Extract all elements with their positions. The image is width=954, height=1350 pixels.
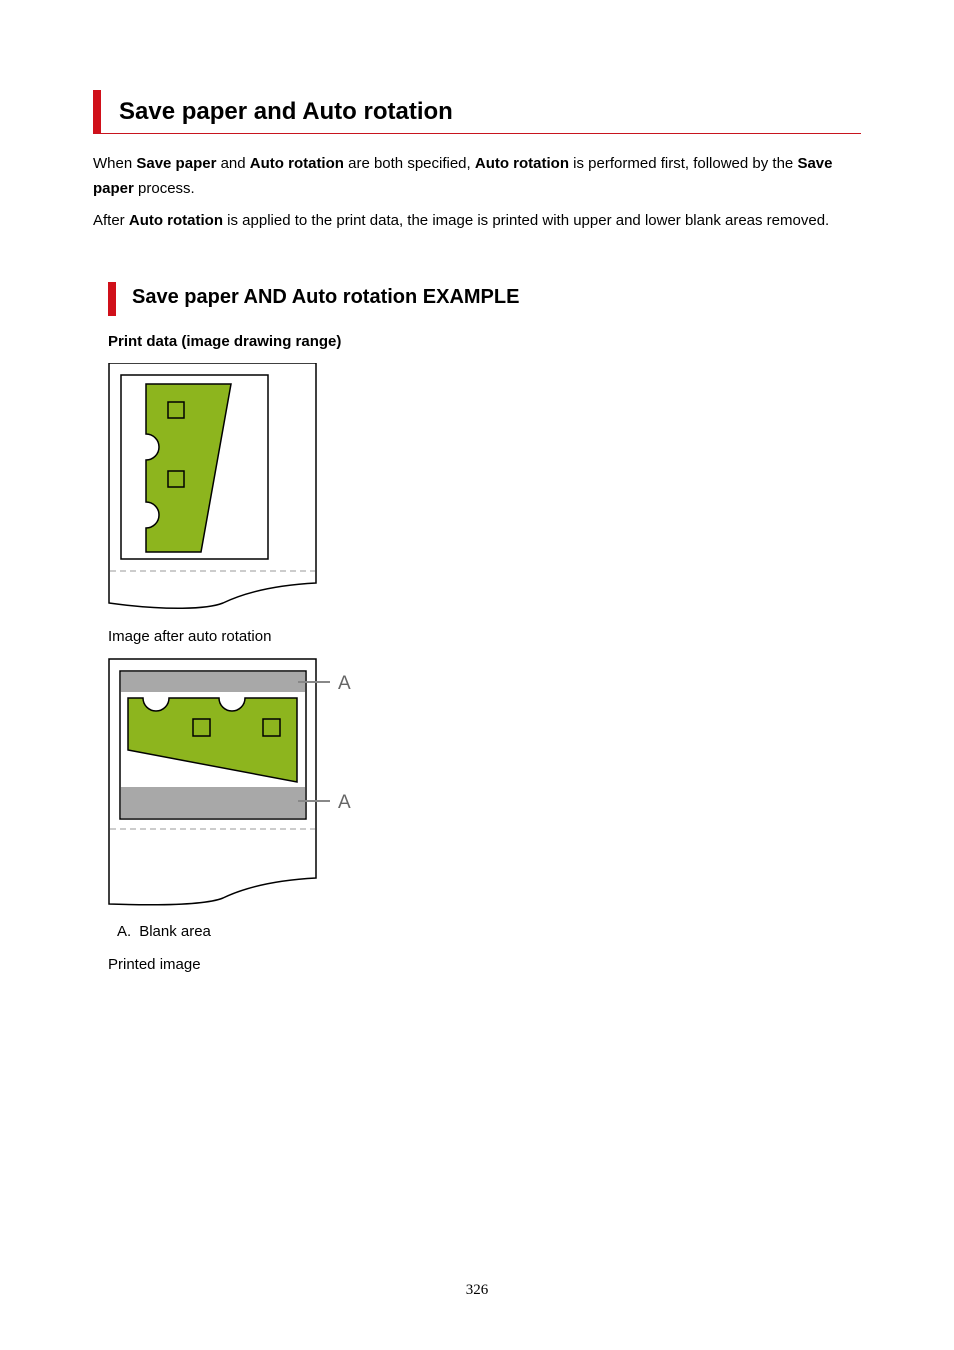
section-title: Save paper and Auto rotation [119, 98, 453, 125]
legend-letter: A. [117, 923, 132, 940]
blank-area-top [121, 672, 305, 692]
heading-accent-bar [93, 90, 101, 133]
figure1-caption: Print data (image drawing range) [108, 333, 342, 350]
callout-label: A [338, 792, 351, 813]
figure-legend [117, 923, 211, 940]
subheading-accent-bar [108, 282, 116, 316]
callout-label: A [338, 673, 351, 694]
print-data-illustration [108, 363, 318, 611]
printed-image-caption: Printed image [108, 956, 201, 973]
blank-area-bottom [121, 787, 305, 818]
auto-rotation-illustration [108, 658, 363, 908]
page-number: 326 [465, 1282, 489, 1298]
figure2-caption: Image after auto rotation [108, 628, 272, 645]
legend-text: Blank area [139, 923, 211, 940]
section-heading [93, 90, 861, 134]
intro-paragraph: When Save paper and Auto rotation are both specified, Auto rotation is performed first, followed by the Save paper process. [93, 155, 833, 197]
detail-paragraph: After Auto rotation is applied to the print data, the image is printed with upper and lower blank areas removed. [93, 212, 830, 229]
subsection-title: Save paper AND Auto rotation EXAMPLE [132, 286, 520, 308]
